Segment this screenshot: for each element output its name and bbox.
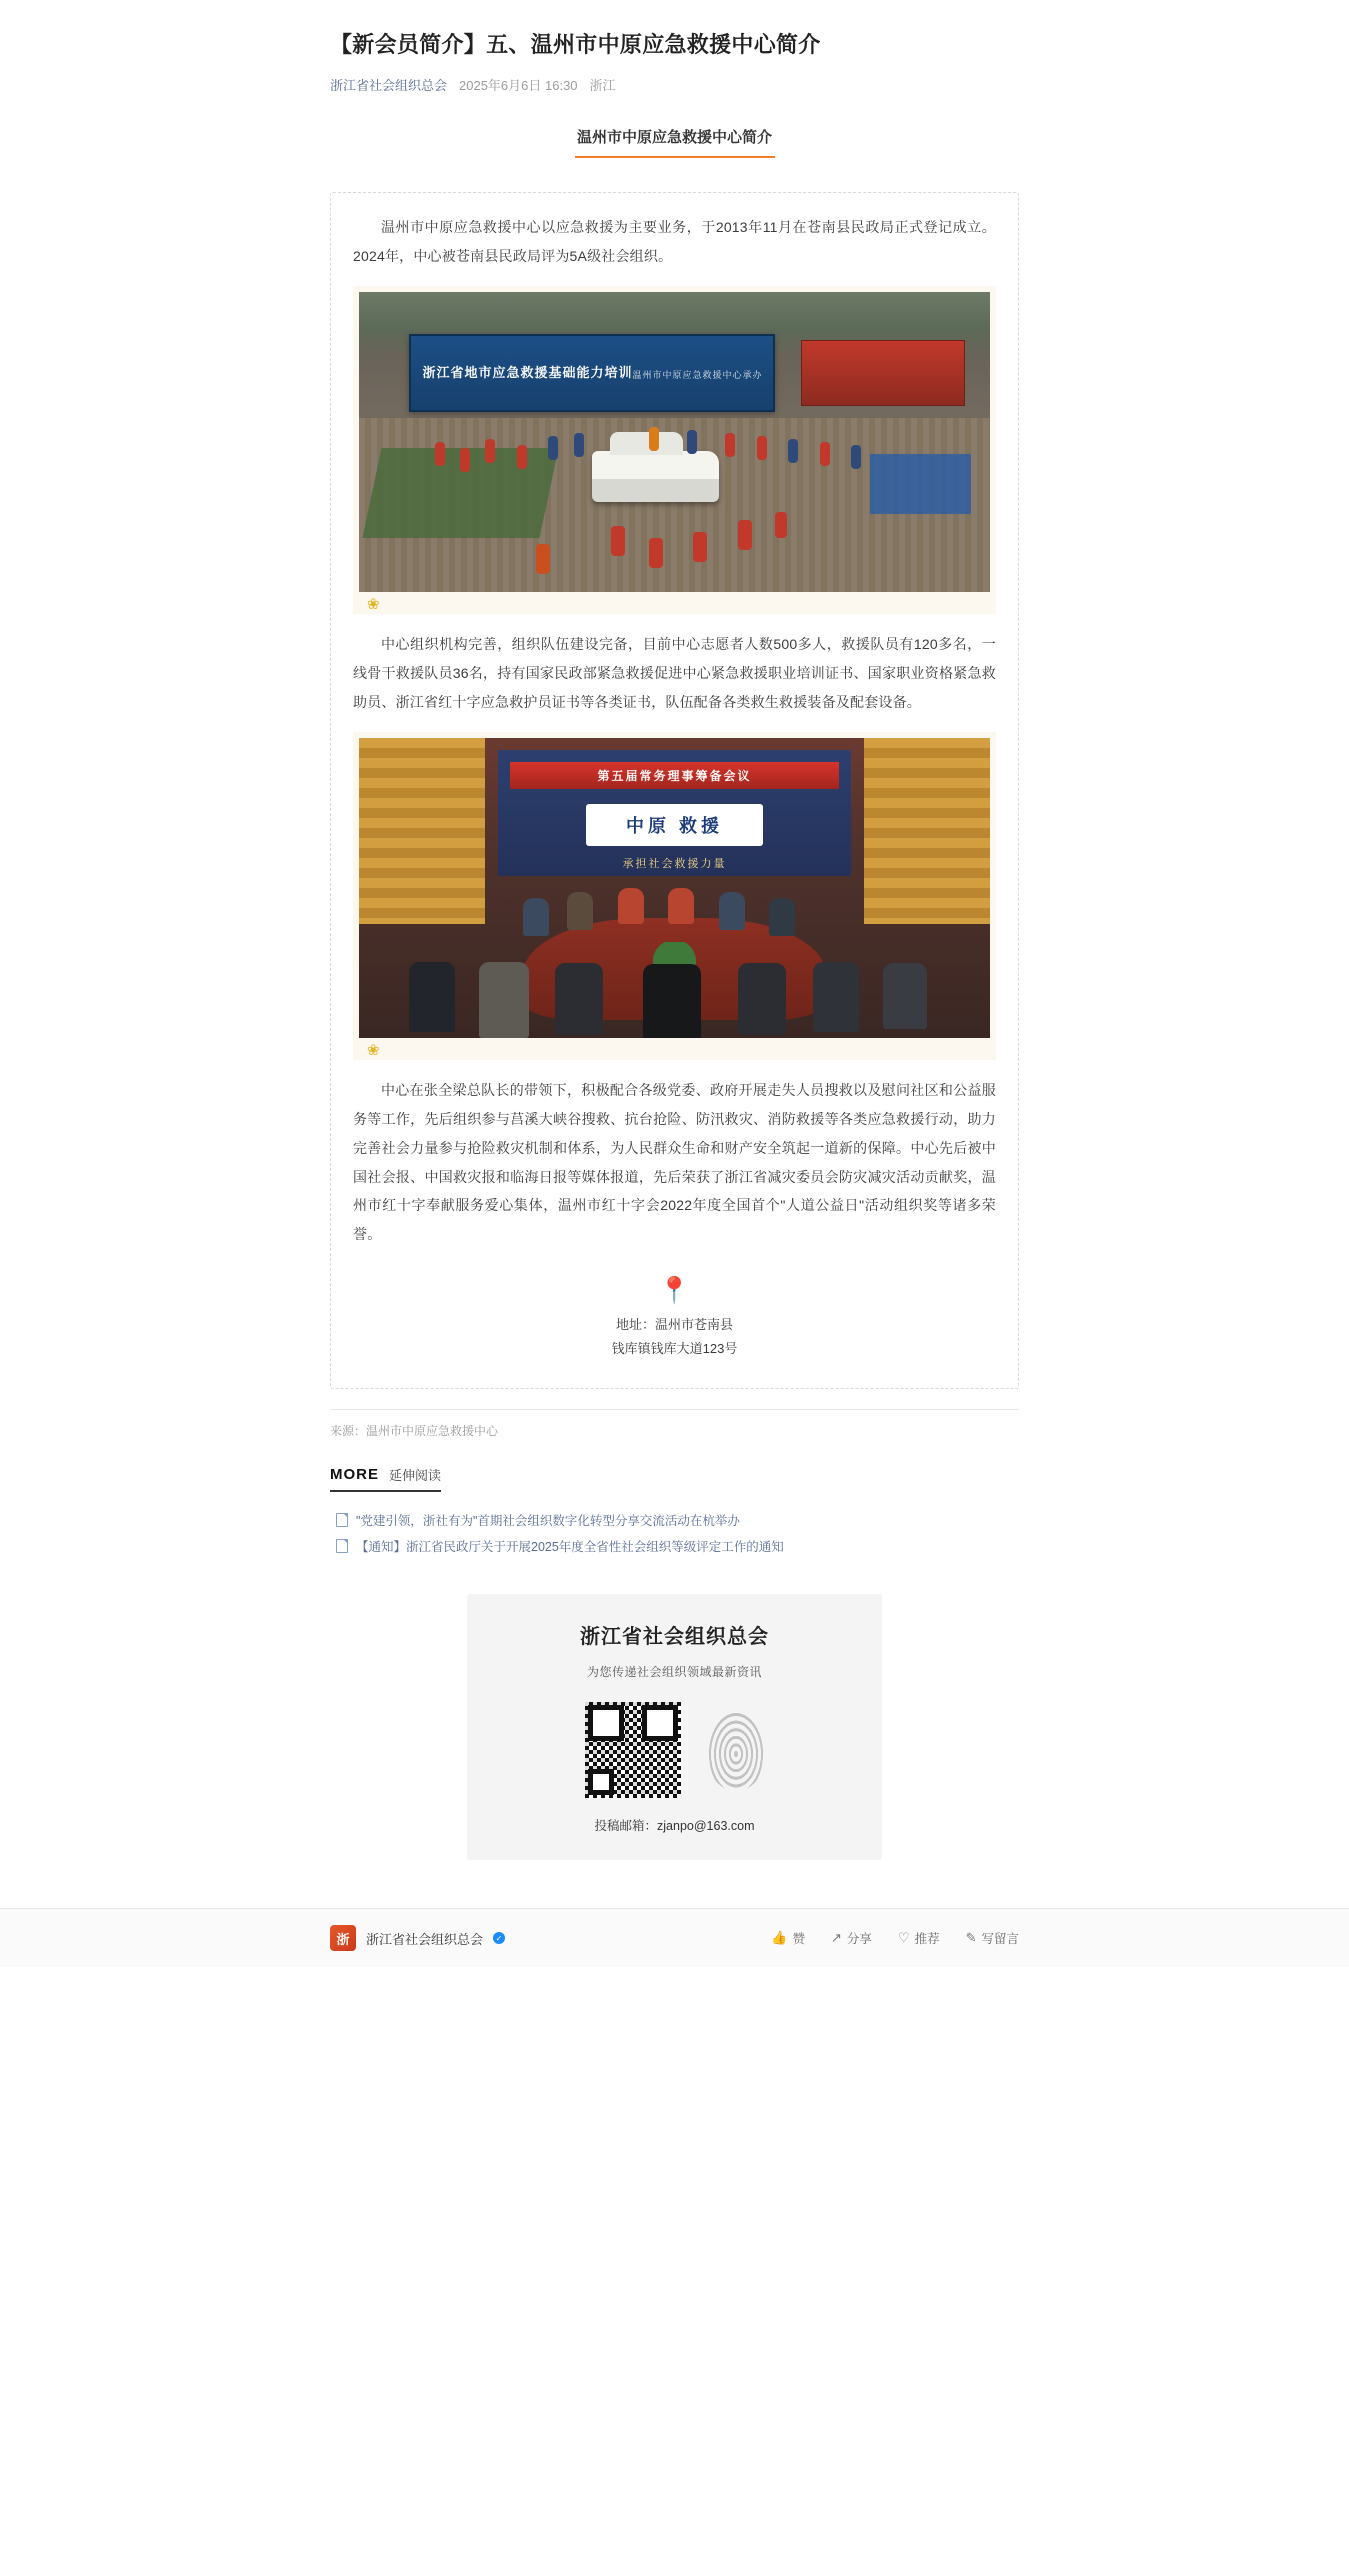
drill-banner-subtext: 温州市中原应急救援中心承办: [632, 370, 763, 381]
promo-card-subtitle: 为您传递社会组织领域最新资讯: [586, 1665, 762, 1680]
address-line-2: 钱库镇钱库大道123号: [611, 1341, 738, 1357]
comment-button[interactable]: [966, 1929, 1019, 1947]
source-divider: [330, 1409, 1019, 1410]
address-block: [353, 1274, 996, 1362]
page-title: 【新会员简介】五、温州市中原应急救援中心简介: [330, 32, 821, 57]
document-icon: [336, 1539, 348, 1553]
right-honor-wall: [864, 738, 990, 924]
source-text: 来源：温州市中原应急救援中心: [330, 1423, 499, 1438]
paragraph-3: 中心在张全梁总队长的带领下，积极配合各级党委、政府开展走失人员搜救以及慰问社区和公益服务等工作，先后组织参与莒溪大峡谷搜救、抗台抢险、防汛救灾、消防救援等各类应急救援行动，助力完善社会力量参与抢险救灾机制和体系，为人民群众生命和财产安全筑起一道新的保障。中心先后被中国社会报、中国救灾报和临海日报等媒体报道，先后荣获了浙江省减灾委员会防灾减灾活动贡献奖，温州市红十字奉献服务爱心集体，温州市红十字会2022年度全国首个"人道公益日"活动组织奖等诸多荣誉。: [353, 1082, 996, 1242]
heart-icon: ♡: [897, 1930, 910, 1946]
recommend-button[interactable]: [898, 1929, 940, 1947]
like-label: 赞: [792, 1932, 805, 1947]
share-icon: ↗: [830, 1930, 842, 1946]
promo-card-codes: [487, 1702, 862, 1798]
flower-decor-icon: ❀: [367, 596, 380, 614]
footer-account[interactable]: [330, 1925, 505, 1951]
footer-account-name: 浙江省社会组织总会: [366, 1931, 484, 1947]
more-item-label: "党建引领，浙社有为"首期社会组织数字化转型分享交流活动在杭举办: [356, 1513, 740, 1528]
promo-card-section: [0, 1560, 1349, 1860]
section-heading-text: 温州市中原应急救援中心简介: [576, 129, 772, 146]
like-button[interactable]: [771, 1929, 805, 1947]
address-line-1: 地址：温州市苍南县: [615, 1316, 733, 1332]
article-meta: [330, 75, 1019, 94]
rescue-personnel-group: [359, 292, 990, 592]
paragraph-1: 温州市中原应急救援中心以应急救援为主要业务，于2013年11月在苍南县民政局正式登记成立。2024年，中心被苍南县民政局评为5A级社会组织。: [353, 219, 996, 264]
photo-frame-1: [353, 286, 996, 614]
more-label: 延伸阅读: [389, 1467, 442, 1483]
verified-badge-icon: ✓: [493, 1932, 505, 1944]
drill-banner-text: 浙江省地市应急救援基础能力培训: [422, 364, 633, 380]
fingerprint-icon: [707, 1710, 765, 1790]
more-reading-section: [0, 1439, 1349, 1561]
article-footer: [0, 1908, 1349, 1967]
left-honor-wall: [359, 738, 485, 924]
promo-card: [467, 1594, 882, 1860]
section-heading: [330, 126, 1019, 166]
document-icon: [336, 1513, 348, 1527]
comment-label: 写留言: [981, 1932, 1019, 1947]
article-header: [0, 0, 1349, 94]
submission-email: 投稿邮箱：zjanpo@163.com: [594, 1819, 755, 1834]
avatar: 浙: [330, 1925, 356, 1951]
more-item-label: 【通知】浙江省民政厅关于开展2025年度全省性社会组织等级评定工作的通知: [356, 1540, 784, 1555]
indoor-meeting-photo: [359, 738, 990, 1038]
org-logo: 中原 救援: [586, 804, 763, 846]
comment-icon: ✎: [965, 1930, 977, 1946]
source-section: [0, 1389, 1349, 1439]
list-item[interactable]: [336, 1534, 1019, 1560]
promo-card-title: 浙江省社会组织总会: [580, 1626, 769, 1649]
photo-frame-2: [353, 732, 996, 1060]
location-pin-icon: 📍: [658, 1274, 691, 1305]
paragraph-2: 中心组织机构完善，组织队伍建设完备，目前中心志愿者人数500多人，救援队员有120多名，一线骨干救援队员36名，持有国家民政部紧急救援促进中心紧急救援职业培训证书、国家职业资格紧急救助员、浙江省红十字应急救护员证书等各类证书，队伍配备各类救生救援装备及配套设备。: [353, 636, 996, 710]
flower-decor-icon: ❀: [367, 1042, 380, 1060]
recommend-label: 推荐: [914, 1932, 940, 1947]
article-content: [0, 100, 1349, 1389]
qr-code[interactable]: [585, 1702, 681, 1798]
more-list: [330, 1508, 1019, 1561]
heading-underline: [575, 156, 775, 158]
share-button[interactable]: [831, 1929, 872, 1947]
list-item[interactable]: [336, 1508, 1019, 1534]
footer-actions: [771, 1929, 1019, 1947]
org-slogan: 承担社会救援力量: [622, 857, 727, 870]
content-box: [330, 192, 1019, 1389]
more-header: [330, 1465, 441, 1492]
publisher-account-link[interactable]: 浙江省社会组织总会: [330, 78, 448, 93]
outdoor-rescue-drill-photo: [359, 292, 990, 592]
meeting-title-banner: 第五届常务理事筹备会议: [510, 762, 838, 789]
more-badge: MORE: [330, 1465, 379, 1483]
thumbs-up-icon: 👍: [771, 1930, 788, 1946]
share-label: 分享: [846, 1932, 872, 1947]
publish-date: 2025年6月6日 16:30: [459, 78, 578, 93]
publish-location: 浙江: [589, 78, 616, 93]
